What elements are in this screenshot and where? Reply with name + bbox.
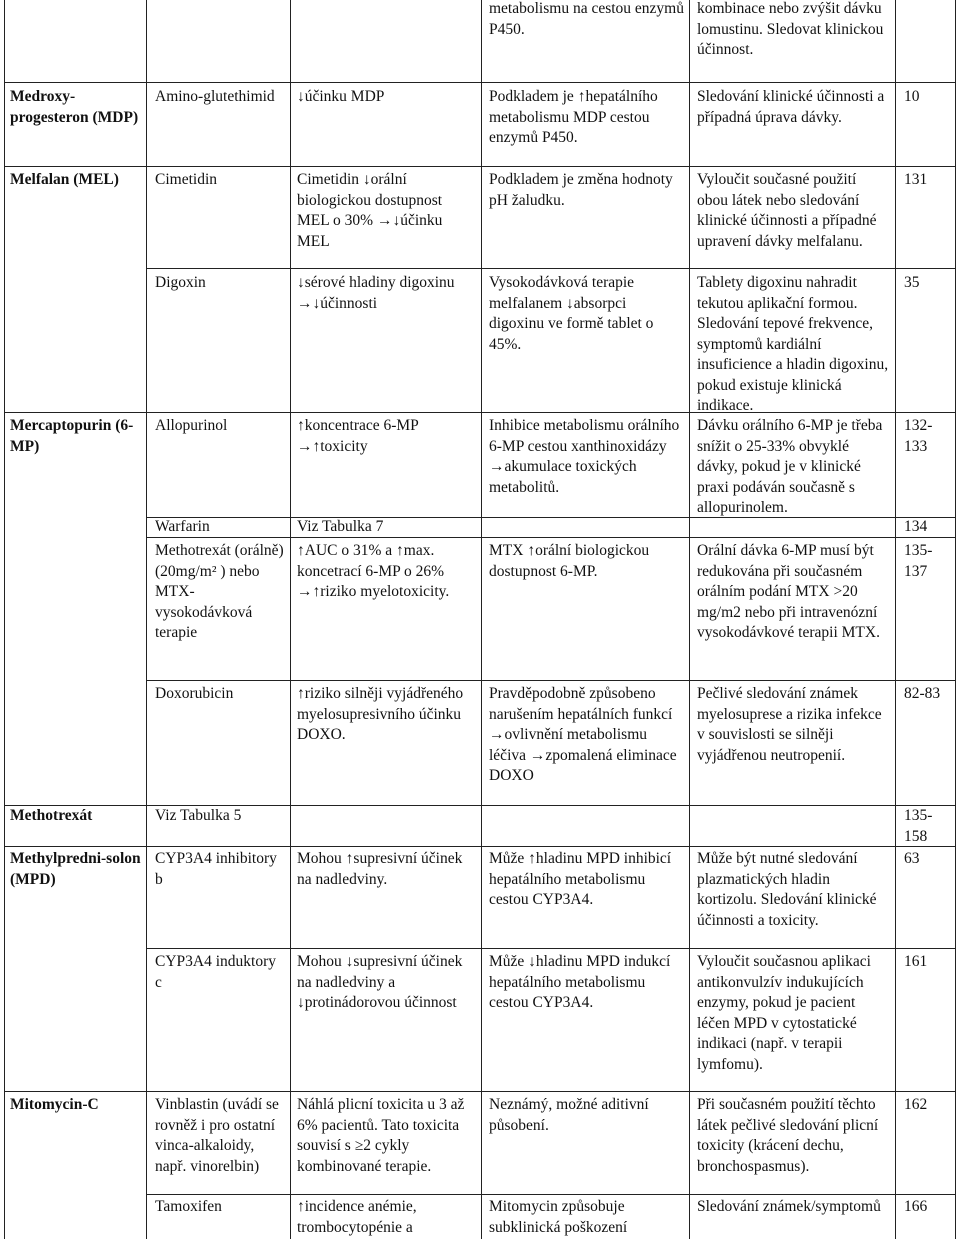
cell-recommendation	[697, 541, 891, 644]
cell-text: Může být nutné sledování plazmatických hladin kortizolu. Sledování klinické účinnosti a toxicity.	[697, 850, 877, 929]
cell-text: Vyloučit současné použití obou látek nebo sledování klinické účinnosti a případné upravení dávky melfalanu.	[697, 171, 877, 250]
cell-recommendation	[697, 416, 891, 519]
row-divider	[146, 1194, 956, 1195]
cell-mechanism	[489, 170, 685, 211]
cell-text: Mohou	[297, 953, 346, 970]
cell-text: CYP3A4 induktory c	[155, 953, 276, 991]
cell-text: hladinu MPD indukcí hepatálního metabolismu cestou CYP3A4.	[489, 953, 671, 1011]
cell-text: hladinu MPD inhibicí hepatálního metabolismu cestou CYP3A4.	[489, 850, 672, 908]
arrow-icon: ↓	[566, 294, 574, 312]
arrow-icon: ↑	[345, 850, 354, 867]
cell-recommendation	[697, 849, 891, 931]
table-border-left	[4, 0, 5, 1239]
cell-drug	[10, 1095, 142, 1116]
cell-text: Amino-glutethimid	[155, 88, 275, 105]
cell-text: Tamoxifen	[155, 1198, 222, 1215]
cell-text: AUC o 31% a	[304, 542, 397, 559]
cell-text: účinku MDP	[304, 88, 385, 105]
cell-text: Warfarin	[155, 518, 210, 535]
cell-mechanism	[489, 1095, 685, 1136]
cell-text: Pečlivé sledování známek myelosuprese a rizika infekce v souvislosti se silněji vyjádřenou neutropenií.	[697, 685, 882, 764]
cell-ref	[904, 684, 952, 705]
arrow-icon: ↑	[577, 88, 586, 105]
cell-interacting	[155, 806, 285, 827]
cell-text: incidence anémie, trombocytopénie a	[297, 1198, 417, 1236]
cell-ref	[904, 1197, 952, 1218]
arrow-icon: ↑	[297, 542, 305, 559]
cell-text: Vysokodávková terapie melfalanem	[489, 274, 635, 312]
cell-text: 131	[904, 171, 928, 188]
column-divider	[481, 0, 482, 1239]
cell-text: hepatálního metabolismu MDP cestou enzymů P450.	[489, 88, 658, 146]
column-divider	[895, 0, 896, 1239]
cell-ref	[904, 952, 952, 973]
cell-interacting	[155, 1197, 285, 1218]
arrow-icon: ↑	[297, 685, 305, 702]
cell-mechanism	[489, 0, 685, 40]
column-divider	[689, 0, 690, 1239]
cell-recommendation	[697, 170, 891, 252]
arrow-icon: →	[489, 458, 505, 475]
cell-text: Cimetidin	[297, 171, 363, 188]
cell-ref	[904, 416, 952, 457]
arrow-icon: ↓	[362, 171, 371, 188]
cell-text: Methylpredni-solon (MPD)	[10, 850, 141, 888]
cell-ref	[904, 1095, 952, 1116]
cell-drug	[10, 87, 142, 128]
arrow-icon: ↑	[297, 417, 305, 434]
cell-recommendation	[697, 87, 891, 128]
cell-interacting	[155, 517, 285, 538]
cell-drug	[10, 849, 142, 890]
cell-text: akumulace toxických metabolitů.	[489, 458, 637, 496]
cell-text: Dávku orálního 6-MP je třeba snížit o 25-33% obvyklé dávky, pokud je v klinické praxi podáván současně s allopurinolem.	[697, 417, 883, 516]
cell-ref	[904, 87, 952, 108]
cell-interacting	[155, 170, 285, 191]
cell-text: Doxorubicin	[155, 685, 234, 702]
cell-mechanism	[489, 952, 685, 1014]
cell-text: Náhlá plicní toxicita u 3 až 6% pacientů. Tato toxicita souvisí s ≥2 cykly kombinované terapie.	[297, 1096, 465, 1175]
arrow-icon: →↓	[376, 212, 401, 229]
cell-text: 132-133	[904, 417, 933, 455]
arrow-icon: →	[489, 726, 505, 743]
cell-text: supresivní účinek na nadledviny.	[297, 850, 463, 888]
cell-effect	[297, 273, 477, 314]
cell-interacting	[155, 273, 285, 294]
arrow-icon: ↓	[528, 953, 536, 970]
cell-ref	[904, 806, 952, 847]
cell-text: supresivní účinek na nadledviny a	[297, 953, 463, 991]
row-divider	[4, 805, 956, 806]
cell-text: Vinblastin (uvádí se rovněž i pro ostatní vinca-alkaloidy, např. vinorelbin)	[155, 1096, 279, 1175]
cell-text: Sledování známek/symptomů	[697, 1198, 881, 1215]
cell-interacting	[155, 1095, 285, 1177]
cell-text: Digoxin	[155, 274, 206, 291]
cell-text: Allopurinol	[155, 417, 228, 434]
cell-text: 82-83	[904, 685, 941, 702]
cell-recommendation	[697, 952, 891, 1075]
cell-effect	[297, 684, 477, 746]
cell-text: max. koncetrací 6-MP o 26%	[297, 542, 445, 580]
cell-mechanism	[489, 1197, 685, 1238]
cell-text: účinku MEL	[297, 212, 443, 250]
cell-text: Viz Tabulka 7	[297, 518, 384, 535]
cell-text: Pravděpodobně způsobeno narušením hepatálních funkcí	[489, 685, 673, 723]
cell-ref	[904, 273, 952, 294]
row-divider	[146, 948, 956, 949]
cell-recommendation	[697, 1197, 891, 1218]
cell-interacting	[155, 952, 285, 993]
cell-text: orální biologickou dostupnost MEL o 30%	[297, 171, 443, 229]
cell-mechanism	[489, 849, 685, 911]
cell-text: Podkladem je změna hodnoty pH žaludku.	[489, 171, 673, 209]
cell-text: 63	[904, 850, 920, 867]
cell-text: Cimetidin	[155, 171, 217, 188]
cell-text: Methotrexát (orálně) (20mg/m² ) nebo MTX-vysokodávková terapie	[155, 542, 284, 641]
cell-effect	[297, 1095, 477, 1177]
cell-text: Může	[489, 953, 529, 970]
row-divider	[4, 166, 956, 167]
cell-interacting	[155, 684, 285, 705]
arrow-icon: ↑	[396, 542, 404, 559]
cell-ref	[904, 849, 952, 870]
cell-effect	[297, 87, 477, 108]
cell-text: kombinace nebo zvýšit dávku lomustinu. Sledovat klinickou účinnost.	[697, 0, 884, 58]
cell-effect	[297, 849, 477, 890]
cell-text: Může	[489, 850, 529, 867]
row-divider	[4, 82, 956, 83]
cell-drug	[10, 170, 142, 191]
cell-text: koncentrace 6-MP	[304, 417, 419, 434]
cell-text: 135-158	[904, 807, 933, 845]
cell-text: CYP3A4 inhibitory b	[155, 850, 277, 888]
cell-text: Tablety digoxinu nahradit tekutou aplikační formou. Sledování tepové frekvence, symptomů kardiální insuficience a hladin digoxinu, pokud existuje klinická indikace.	[697, 274, 889, 414]
cell-text: Melfalan (MEL)	[10, 171, 119, 188]
row-divider	[146, 268, 956, 269]
cell-recommendation	[697, 684, 891, 766]
cell-text: Viz Tabulka 5	[155, 807, 242, 824]
cell-effect	[297, 1197, 477, 1238]
row-divider	[4, 1091, 956, 1092]
cell-text: 161	[904, 953, 928, 970]
cell-drug	[10, 806, 142, 827]
cell-text: metabolismu na cestou enzymů P450.	[489, 0, 684, 38]
cell-text: Sledování klinické účinnosti a případná úprava dávky.	[697, 88, 885, 126]
cell-text: absorpci digoxinu ve formě tablet o 45%.	[489, 294, 654, 353]
cell-text: sérové hladiny digoxinu	[304, 274, 455, 291]
cell-mechanism	[489, 541, 685, 582]
arrow-icon: ↓	[297, 88, 305, 105]
cell-text: protinádorovou účinnost	[304, 994, 457, 1011]
arrow-icon: ↑	[527, 542, 536, 559]
cell-interacting	[155, 87, 285, 108]
cell-text: 166	[904, 1198, 928, 1215]
cell-effect	[297, 541, 477, 603]
cell-interacting	[155, 416, 285, 437]
cell-recommendation	[697, 1095, 891, 1177]
arrow-icon: →↓	[297, 294, 321, 312]
row-divider	[4, 846, 956, 847]
cell-mechanism	[489, 87, 685, 149]
column-divider	[290, 0, 291, 1239]
cell-text: riziko silněji vyjádřeného myelosupresivního účinku DOXO.	[297, 685, 464, 743]
arrow-icon: ↓	[297, 274, 305, 291]
cell-ref	[904, 170, 952, 191]
cell-ref	[904, 517, 952, 538]
cell-mechanism	[489, 273, 685, 355]
column-divider	[146, 0, 147, 1239]
cell-text: Methotrexát	[10, 807, 93, 824]
row-divider	[146, 680, 956, 681]
cell-text: MTX	[489, 542, 528, 559]
cell-text: 10	[904, 88, 920, 105]
cell-text: Neznámý, možné aditivní působení.	[489, 1096, 649, 1134]
arrow-icon: →↑	[297, 583, 321, 600]
cell-mechanism	[489, 684, 685, 787]
cell-interacting	[155, 849, 285, 890]
cell-text: Mitomycin způsobuje subklinická poškození	[489, 1198, 628, 1236]
arrow-icon: ↓	[345, 953, 354, 970]
arrow-icon: ↑	[528, 850, 536, 867]
arrow-icon: ↑	[297, 1198, 305, 1215]
cell-text: Podkladem je	[489, 88, 578, 105]
cell-text: Inhibice metabolismu orálního 6-MP cestou xanthinoxidázy	[489, 417, 680, 455]
cell-effect	[297, 952, 477, 1014]
cell-effect	[297, 170, 477, 252]
cell-recommendation	[697, 273, 891, 417]
cell-text: riziko myelotoxicity.	[320, 583, 450, 600]
cell-text: Při současném použití těchto látek pečlivé sledování plicní toxicity (krácení dechu, bronchospasmus).	[697, 1096, 879, 1175]
cell-text: ovlivnění metabolismu léčiva	[489, 726, 647, 764]
cell-text: Mohou	[297, 850, 346, 867]
cell-mechanism	[489, 416, 685, 498]
cell-ref	[904, 541, 952, 582]
cell-text: toxicity	[320, 437, 368, 455]
cell-effect	[297, 517, 477, 538]
cell-text: Medroxy-progesteron (MDP)	[10, 88, 139, 126]
arrow-icon: →↑	[297, 437, 321, 455]
cell-text: účinnosti	[320, 294, 378, 312]
cell-text: 134	[904, 518, 928, 535]
cell-interacting	[155, 541, 285, 644]
cell-text: 135-137	[904, 542, 933, 580]
arrow-icon: ↓	[297, 994, 305, 1011]
cell-text: Mercaptopurin (6-MP)	[10, 417, 134, 455]
cell-effect	[297, 416, 477, 457]
cell-text: 162	[904, 1096, 928, 1113]
cell-text: 35	[904, 274, 920, 291]
table-border-right	[955, 0, 956, 1239]
cell-text: zpomalená eliminace DOXO	[489, 746, 677, 784]
cell-text: Vyloučit současnou aplikaci antikonvulzív indukujících enzymy, pokud je pacient léčen MPD v cytostatické indikaci (např. v terapii lymfomu).	[697, 953, 871, 1073]
arrow-icon: →	[529, 746, 546, 764]
cell-text: Orální dávka 6-MP musí být redukována při současném orálním podání MTX >20 mg/m2 nebo při intravenózní vysokodávkové terapii MTX.	[697, 542, 880, 641]
cell-recommendation	[697, 0, 891, 61]
cell-drug	[10, 416, 142, 457]
cell-text: Mitomycin-C	[10, 1096, 99, 1113]
cell-text: orální biologickou dostupnost 6-MP.	[489, 542, 650, 580]
